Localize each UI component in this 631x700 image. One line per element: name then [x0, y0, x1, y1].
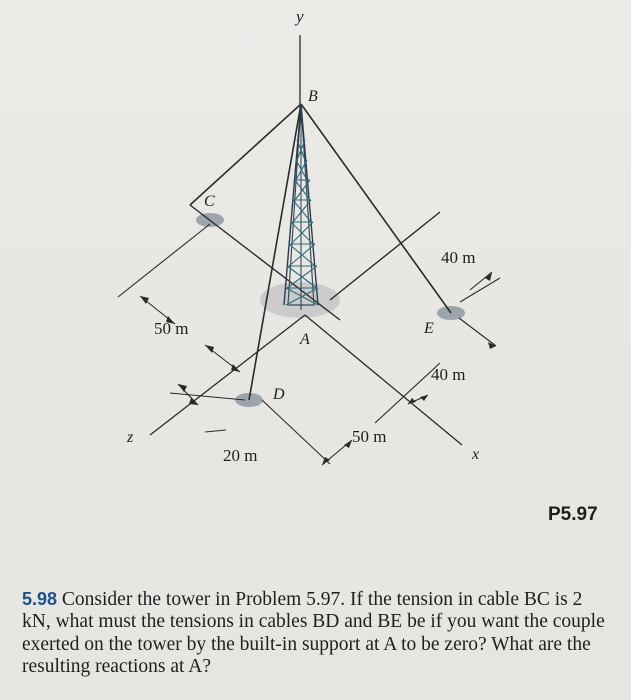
cable-E-diagonal	[330, 212, 440, 300]
cable-BE	[301, 104, 451, 313]
figure-number: P5.97	[548, 504, 598, 525]
dim-40-lower-label: 40 m	[431, 365, 466, 384]
point-E-label: E	[424, 320, 434, 337]
tower-base-shadow	[260, 282, 340, 318]
cable-BD	[249, 104, 301, 400]
dim-50-left-label: 50 m	[154, 319, 189, 338]
point-B-label: B	[308, 88, 318, 105]
cable-BC-upper	[190, 104, 301, 205]
point-A-label: A	[300, 331, 310, 348]
problem-text: Consider the tower in Problem 5.97. If the tension in cable BC is 2 kN, what must the tensions in cables BD and BE be if you want the couple exerted on the tower by the built-in support at A to be zero? What are the resulting reactions at A?	[22, 589, 605, 678]
z-axis-label: z	[127, 429, 134, 446]
problem-statement	[22, 588, 612, 679]
x-axis-label: x	[472, 446, 480, 463]
dim-40-upper-label: 40 m	[441, 248, 476, 267]
point-C-label: C	[204, 193, 215, 210]
problem-number: 5.98	[22, 589, 58, 609]
point-D-label: D	[273, 386, 285, 403]
dim-20-label: 20 m	[223, 446, 258, 465]
y-axis-label: y	[296, 7, 304, 26]
dim-50-bottom-label: 50 m	[352, 427, 387, 446]
tower	[284, 104, 318, 310]
